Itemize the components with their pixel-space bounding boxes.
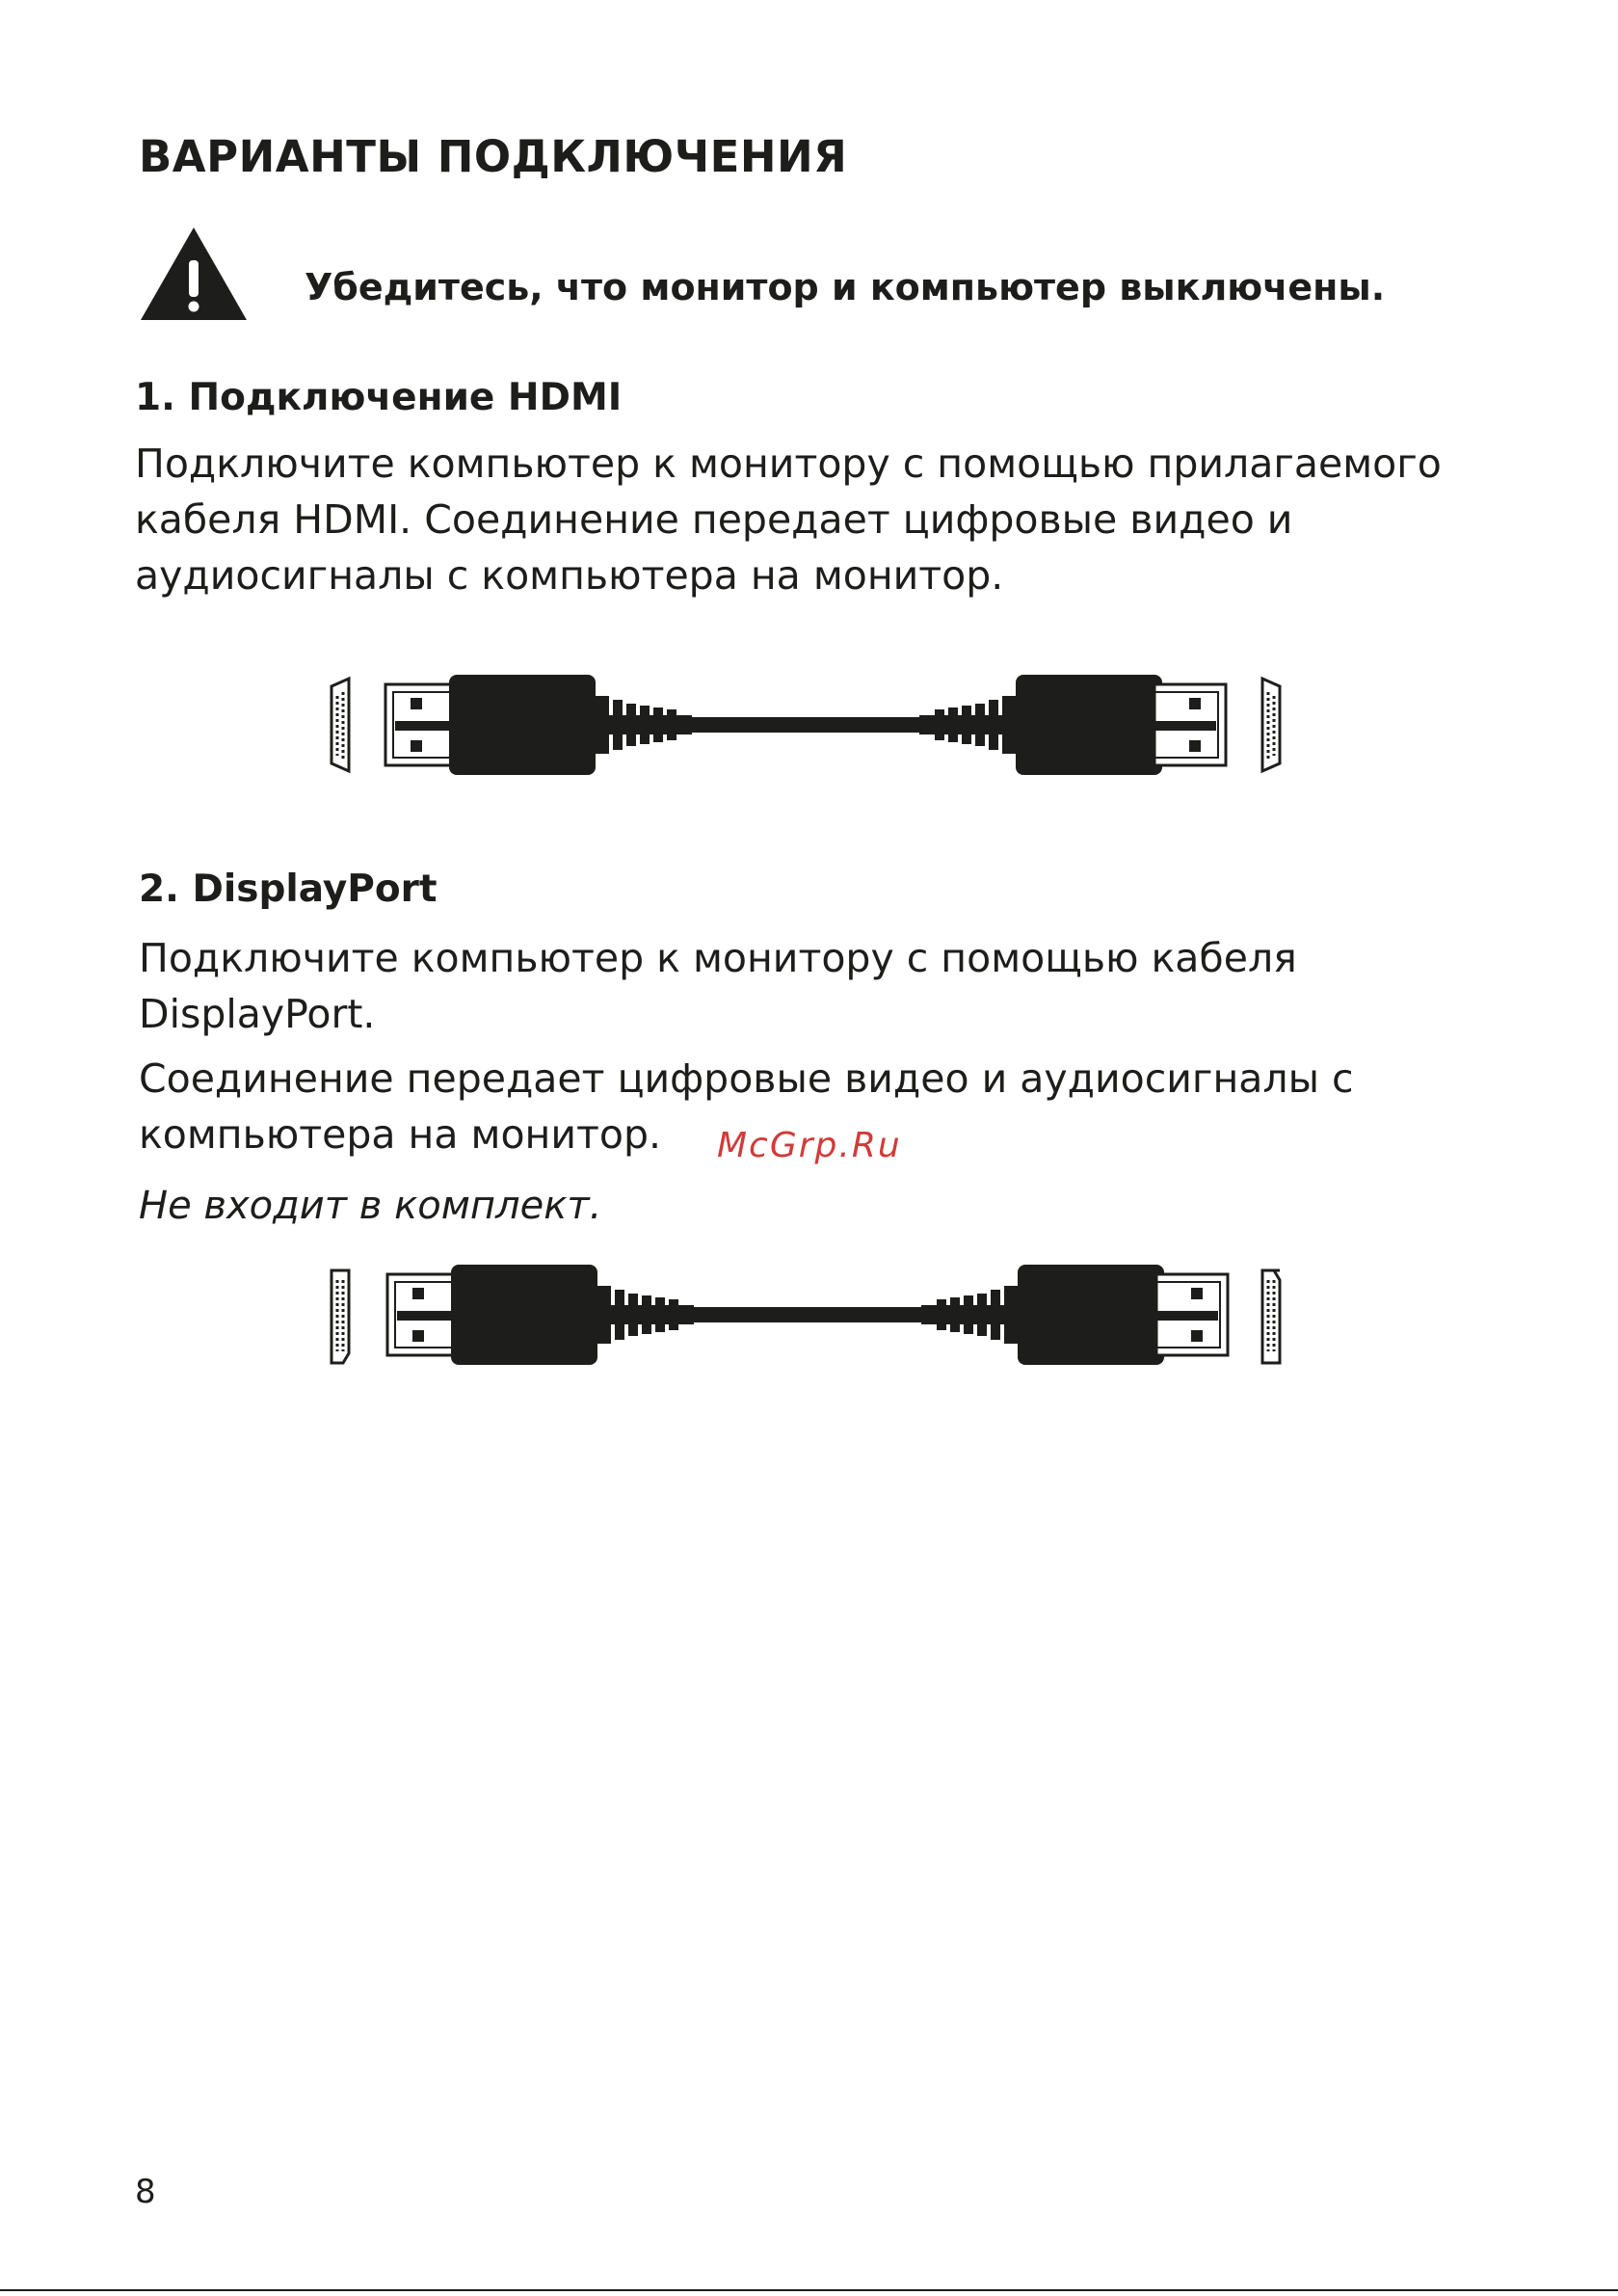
hdmi-text-line-2: кабеля HDMI. Соединение передает цифровые видео и (135, 496, 1293, 543)
hdmi-text-line-1: Подключите компьютер к монитору с помощью прилагаемого (135, 441, 1442, 487)
warning-text: Убедитесь, что монитор и компьютер выключены. (305, 266, 1386, 308)
bottom-rule (0, 2289, 1618, 2291)
displayport-text-line-1: Подключите компьютер к монитору с помощью кабеля (139, 935, 1297, 981)
displayport-text-line-4: компьютера на монитор. (139, 1111, 662, 1158)
hdmi-text-line-3: аудиосигналы с компьютера на монитор. (135, 552, 1004, 599)
displayport-text-line-3: Соединение передает цифровые видео и аудиосигналы с (139, 1055, 1354, 1102)
warning-triangle-icon (137, 224, 251, 324)
page-number: 8 (135, 2173, 156, 2211)
displayport-cable-icon (324, 1257, 1287, 1373)
hdmi-cable-icon (324, 667, 1287, 783)
not-included-note: Не входит в комплект. (139, 1184, 602, 1228)
displayport-text-line-2: DisplayPort. (139, 991, 376, 1037)
section-heading-displayport: 2. DisplayPort (139, 868, 438, 911)
watermark: McGrp.Ru (717, 1126, 902, 1165)
section-heading-hdmi: 1. Подключение HDMI (135, 376, 623, 419)
page-title: ВАРИАНТЫ ПОДКЛЮЧЕНИЯ (139, 131, 848, 182)
